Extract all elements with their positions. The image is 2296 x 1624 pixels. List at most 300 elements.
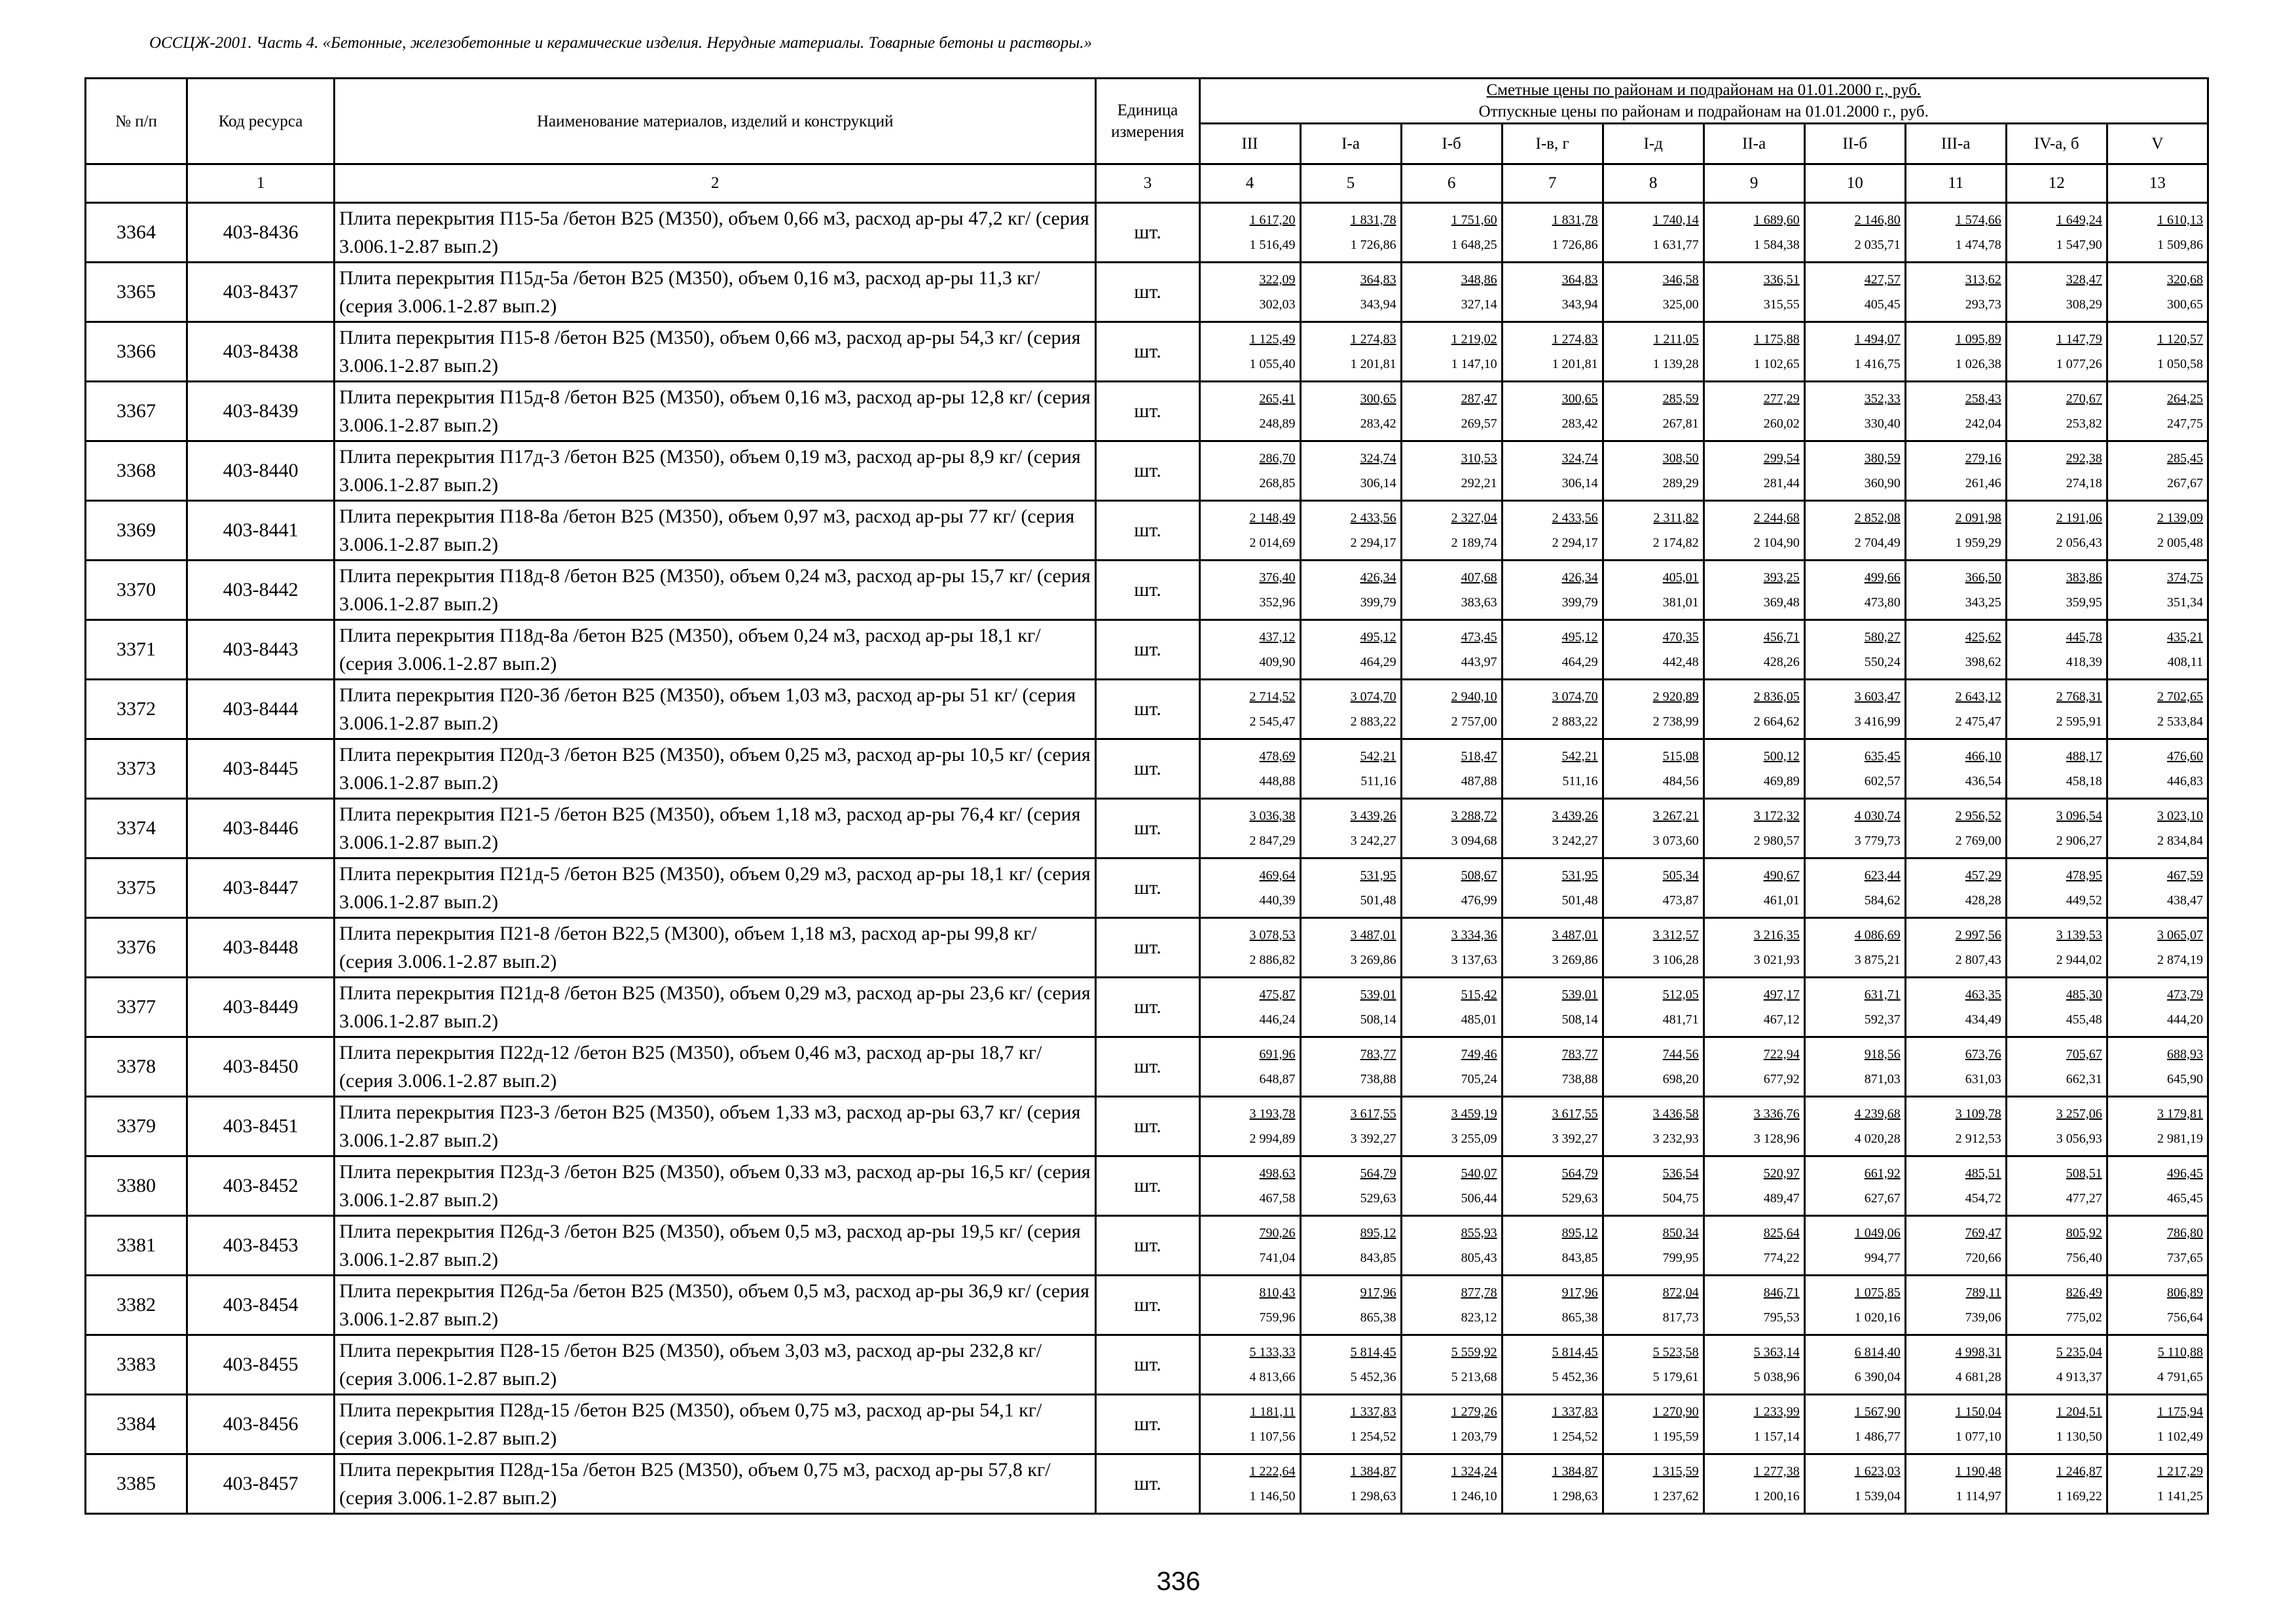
estimate-price: 542,21 bbox=[1561, 749, 1598, 764]
unit: шт. bbox=[1096, 739, 1199, 799]
item-name: Плита перекрытия П26д-5а /бетон В25 (М350), объем 0,5 м3, расход ар-ры 36,9 кг/ (серия 3.006.1-2.87 вып.2) bbox=[335, 1276, 1096, 1335]
release-price: 398,62 bbox=[1965, 655, 2001, 669]
resource-code: 403-8454 bbox=[187, 1276, 335, 1335]
release-price: 454,72 bbox=[1965, 1191, 2001, 1206]
region-header: II-а bbox=[1704, 124, 1804, 164]
price-cell bbox=[2006, 1454, 2107, 1514]
estimate-price: 467,59 bbox=[2167, 868, 2203, 883]
release-price: 360,90 bbox=[1864, 476, 1901, 490]
release-price: 418,39 bbox=[2066, 655, 2102, 669]
price-cell bbox=[1804, 382, 1905, 441]
estimate-price: 425,62 bbox=[1965, 630, 2001, 644]
estimate-price: 3 617,55 bbox=[1350, 1107, 1396, 1121]
price-cell bbox=[2006, 799, 2107, 858]
release-price: 1 157,14 bbox=[1753, 1430, 1800, 1444]
row-number: 3374 bbox=[86, 799, 187, 858]
estimate-price: 769,47 bbox=[1965, 1226, 2001, 1240]
release-price: 267,67 bbox=[2167, 476, 2203, 490]
release-price: 2 035,71 bbox=[1854, 238, 1901, 252]
price-cell bbox=[1704, 561, 1804, 620]
price-cell bbox=[2006, 918, 2107, 978]
release-price: 1 959,29 bbox=[1955, 536, 2001, 550]
price-cell bbox=[1300, 978, 1401, 1037]
price-cell bbox=[2006, 1335, 2107, 1395]
estimate-price: 3 267,21 bbox=[1652, 809, 1699, 823]
release-price: 267,81 bbox=[1662, 416, 1699, 431]
release-price: 434,49 bbox=[1965, 1012, 2001, 1027]
estimate-price: 806,89 bbox=[2167, 1285, 2203, 1300]
estimate-price: 2 148,49 bbox=[1249, 511, 1296, 525]
estimate-price: 4 239,68 bbox=[1854, 1107, 1901, 1121]
price-cell bbox=[1502, 1156, 1603, 1216]
estimate-price: 623,44 bbox=[1864, 868, 1901, 883]
release-price: 1 077,10 bbox=[1955, 1430, 2001, 1444]
release-price: 3 128,96 bbox=[1753, 1132, 1800, 1146]
price-cell bbox=[1905, 382, 2006, 441]
unit: шт. bbox=[1096, 1395, 1199, 1454]
release-price: 446,24 bbox=[1259, 1012, 1296, 1027]
release-price: 1 237,62 bbox=[1652, 1489, 1699, 1504]
price-cell bbox=[1502, 978, 1603, 1037]
release-price: 1 547,90 bbox=[2056, 238, 2102, 252]
estimate-price: 3 139,53 bbox=[2056, 928, 2102, 942]
estimate-price: 564,79 bbox=[1360, 1166, 1396, 1181]
release-price: 3 875,21 bbox=[1854, 953, 1901, 967]
estimate-price: 364,83 bbox=[1561, 272, 1598, 287]
release-price: 269,57 bbox=[1461, 416, 1497, 431]
table-row bbox=[86, 739, 2208, 799]
column-number: 8 bbox=[1603, 164, 1704, 203]
estimate-price: 5 814,45 bbox=[1552, 1345, 1598, 1359]
price-cell bbox=[1199, 382, 1300, 441]
price-cell bbox=[2006, 1276, 2107, 1335]
price-cell bbox=[1704, 799, 1804, 858]
estimate-price: 2 244,68 bbox=[1753, 511, 1800, 525]
price-cell bbox=[1704, 1395, 1804, 1454]
estimate-price: 705,67 bbox=[2066, 1047, 2102, 1061]
price-cell bbox=[1905, 1276, 2006, 1335]
estimate-price: 3 036,38 bbox=[1249, 809, 1296, 823]
estimate-price: 258,43 bbox=[1965, 392, 2001, 406]
release-price: 817,73 bbox=[1662, 1310, 1699, 1325]
price-cell bbox=[1905, 1037, 2006, 1097]
estimate-price: 1 831,78 bbox=[1350, 213, 1396, 227]
estimate-price: 5 133,33 bbox=[1249, 1345, 1296, 1359]
unit: шт. bbox=[1096, 680, 1199, 739]
estimate-price: 3 172,32 bbox=[1753, 809, 1800, 823]
estimate-price: 783,77 bbox=[1360, 1047, 1396, 1061]
row-number: 3372 bbox=[86, 680, 187, 739]
estimate-price: 383,86 bbox=[2066, 570, 2102, 585]
price-cell bbox=[1603, 441, 1704, 501]
estimate-price: 4 086,69 bbox=[1854, 928, 1901, 942]
price-cell bbox=[1502, 382, 1603, 441]
release-price: 508,14 bbox=[1561, 1012, 1598, 1027]
release-price: 5 452,36 bbox=[1552, 1370, 1598, 1384]
release-price: 1 102,49 bbox=[2157, 1430, 2203, 1444]
estimate-price: 380,59 bbox=[1864, 451, 1901, 466]
release-price: 2 807,43 bbox=[1955, 953, 2001, 967]
price-cell bbox=[1905, 1454, 2006, 1514]
estimate-price: 473,79 bbox=[2167, 987, 2203, 1002]
estimate-price: 1 217,29 bbox=[2157, 1464, 2203, 1479]
price-cell bbox=[2107, 1156, 2208, 1216]
estimate-price: 531,95 bbox=[1561, 868, 1598, 883]
price-cell bbox=[1905, 978, 2006, 1037]
price-cell bbox=[2107, 978, 2208, 1037]
price-cell bbox=[2107, 322, 2208, 382]
release-price: 302,03 bbox=[1259, 297, 1296, 312]
estimate-price: 470,35 bbox=[1662, 630, 1699, 644]
estimate-price: 846,71 bbox=[1763, 1285, 1800, 1300]
price-cell bbox=[1401, 680, 1502, 739]
release-price: 343,94 bbox=[1360, 297, 1396, 312]
estimate-price: 918,56 bbox=[1864, 1047, 1901, 1061]
price-cell bbox=[1401, 1395, 1502, 1454]
release-price: 253,82 bbox=[2066, 416, 2102, 431]
price-cell bbox=[2107, 441, 2208, 501]
price-cell bbox=[2107, 1276, 2208, 1335]
release-price: 2 981,19 bbox=[2157, 1132, 2203, 1146]
release-price: 4 791,65 bbox=[2157, 1370, 2203, 1384]
release-price: 3 056,93 bbox=[2056, 1132, 2102, 1146]
price-cell bbox=[1603, 561, 1704, 620]
table-row bbox=[86, 322, 2208, 382]
estimate-price: 3 179,81 bbox=[2157, 1107, 2203, 1121]
release-price: 865,38 bbox=[1360, 1310, 1396, 1325]
price-cell bbox=[2107, 203, 2208, 263]
estimate-price: 313,62 bbox=[1965, 272, 2001, 287]
estimate-price: 299,54 bbox=[1763, 451, 1800, 466]
region-header: I-д bbox=[1603, 124, 1704, 164]
estimate-price: 2 433,56 bbox=[1552, 511, 1598, 525]
estimate-price: 476,60 bbox=[2167, 749, 2203, 764]
release-price: 2 189,74 bbox=[1451, 536, 1497, 550]
estimate-price: 673,76 bbox=[1965, 1047, 2001, 1061]
release-price: 2 886,82 bbox=[1249, 953, 1296, 967]
price-cell bbox=[1804, 620, 1905, 680]
price-cell bbox=[1401, 203, 1502, 263]
estimate-price: 469,64 bbox=[1259, 868, 1296, 883]
estimate-price: 300,65 bbox=[1561, 392, 1598, 406]
estimate-price: 2 311,82 bbox=[1653, 511, 1699, 525]
release-price: 3 416,99 bbox=[1854, 714, 1901, 729]
release-price: 2 533,84 bbox=[2157, 714, 2203, 729]
price-cell bbox=[1804, 680, 1905, 739]
price-cell bbox=[1199, 322, 1300, 382]
estimate-price: 580,27 bbox=[1864, 630, 1901, 644]
price-cell bbox=[2006, 680, 2107, 739]
row-number: 3368 bbox=[86, 441, 187, 501]
price-cell bbox=[1704, 382, 1804, 441]
column-number: 6 bbox=[1401, 164, 1502, 203]
estimate-price: 1 494,07 bbox=[1854, 332, 1901, 346]
release-price: 5 038,96 bbox=[1753, 1370, 1800, 1384]
release-price: 281,44 bbox=[1763, 476, 1800, 490]
price-cell bbox=[1502, 858, 1603, 918]
unit: шт. bbox=[1096, 620, 1199, 680]
page-header-title: ОССЦЖ-2001. Часть 4. «Бетонные, железобетонные и керамические изделия. Нерудные материалы. Товарные бетоны и растворы.» bbox=[149, 34, 1092, 52]
resource-code: 403-8445 bbox=[187, 739, 335, 799]
price-cell bbox=[2006, 1216, 2107, 1276]
resource-code: 403-8442 bbox=[187, 561, 335, 620]
column-number: 13 bbox=[2107, 164, 2208, 203]
row-number: 3378 bbox=[86, 1037, 187, 1097]
table-row bbox=[86, 1395, 2208, 1454]
price-cell bbox=[1300, 620, 1401, 680]
estimate-price: 292,38 bbox=[2066, 451, 2102, 466]
release-price: 1 416,75 bbox=[1854, 357, 1901, 371]
release-price: 351,34 bbox=[2167, 595, 2203, 610]
unit: шт. bbox=[1096, 1276, 1199, 1335]
estimate-price: 1 831,78 bbox=[1552, 213, 1598, 227]
release-price: 465,45 bbox=[2167, 1191, 2203, 1206]
release-price: 2 294,17 bbox=[1552, 536, 1598, 550]
estimate-price: 497,17 bbox=[1763, 987, 1800, 1002]
price-cell bbox=[1199, 858, 1300, 918]
release-price: 1 509,86 bbox=[2157, 238, 2203, 252]
item-name: Плита перекрытия П21-8 /бетон В22,5 (М300), объем 1,18 м3, расход ар-ры 99,8 кг/ (серия 3.006.1-2.87 вып.2) bbox=[335, 918, 1096, 978]
estimate-price: 2 852,08 bbox=[1854, 511, 1901, 525]
release-price: 292,21 bbox=[1461, 476, 1497, 490]
release-price: 283,42 bbox=[1360, 416, 1396, 431]
price-cell bbox=[1401, 441, 1502, 501]
estimate-price: 463,35 bbox=[1965, 987, 2001, 1002]
header-name: Наименование материалов, изделий и конструкций bbox=[335, 79, 1096, 164]
estimate-price: 1 233,99 bbox=[1753, 1405, 1800, 1419]
release-price: 274,18 bbox=[2066, 476, 2102, 490]
estimate-price: 3 074,70 bbox=[1350, 690, 1396, 704]
column-number: 3 bbox=[1096, 164, 1199, 203]
release-price: 865,38 bbox=[1561, 1310, 1598, 1325]
estimate-price: 5 235,04 bbox=[2056, 1345, 2102, 1359]
release-price: 1 298,63 bbox=[1350, 1489, 1396, 1504]
price-cell bbox=[1300, 799, 1401, 858]
resource-code: 403-8443 bbox=[187, 620, 335, 680]
release-price: 449,52 bbox=[2066, 893, 2102, 908]
row-number: 3379 bbox=[86, 1097, 187, 1156]
estimate-price: 4 030,74 bbox=[1854, 809, 1901, 823]
release-price: 248,89 bbox=[1259, 416, 1296, 431]
unit: шт. bbox=[1096, 561, 1199, 620]
estimate-price: 540,07 bbox=[1461, 1166, 1497, 1181]
price-cell bbox=[1199, 739, 1300, 799]
release-price: 843,85 bbox=[1360, 1251, 1396, 1265]
price-cell bbox=[1704, 739, 1804, 799]
unit: шт. bbox=[1096, 1156, 1199, 1216]
estimate-price: 270,67 bbox=[2066, 392, 2102, 406]
table-row bbox=[86, 1097, 2208, 1156]
row-number: 3375 bbox=[86, 858, 187, 918]
price-cell bbox=[2107, 799, 2208, 858]
table-row bbox=[86, 203, 2208, 263]
price-cell bbox=[1199, 1216, 1300, 1276]
price-cell bbox=[1199, 1454, 1300, 1514]
release-price: 343,94 bbox=[1561, 297, 1598, 312]
release-price: 994,77 bbox=[1864, 1251, 1901, 1265]
price-cell bbox=[1704, 858, 1804, 918]
price-cell bbox=[1502, 441, 1603, 501]
price-cell bbox=[2107, 1037, 2208, 1097]
price-cell bbox=[2006, 322, 2107, 382]
estimate-price: 445,78 bbox=[2066, 630, 2102, 644]
release-price: 2 005,48 bbox=[2157, 536, 2203, 550]
release-price: 3 392,27 bbox=[1350, 1132, 1396, 1146]
estimate-price: 691,96 bbox=[1259, 1047, 1296, 1061]
estimate-price: 1 049,06 bbox=[1854, 1226, 1901, 1240]
estimate-price: 473,45 bbox=[1461, 630, 1497, 644]
price-cell bbox=[1804, 978, 1905, 1037]
estimate-price: 1 617,20 bbox=[1249, 213, 1296, 227]
release-price: 261,46 bbox=[1965, 476, 2001, 490]
estimate-price: 2 768,31 bbox=[2056, 690, 2102, 704]
release-price: 409,90 bbox=[1259, 655, 1296, 669]
release-price: 3 137,63 bbox=[1451, 953, 1497, 967]
table-row bbox=[86, 382, 2208, 441]
estimate-price: 917,96 bbox=[1561, 1285, 1598, 1300]
item-name: Плита перекрытия П21д-5 /бетон В25 (М350), объем 0,29 м3, расход ар-ры 18,1 кг/ (серия 3.006.1-2.87 вып.2) bbox=[335, 858, 1096, 918]
resource-code: 403-8456 bbox=[187, 1395, 335, 1454]
unit: шт. bbox=[1096, 203, 1199, 263]
estimate-price: 515,42 bbox=[1461, 987, 1497, 1002]
estimate-price: 496,45 bbox=[2167, 1166, 2203, 1181]
price-cell bbox=[1603, 1395, 1704, 1454]
price-cell bbox=[1905, 561, 2006, 620]
release-price: 352,96 bbox=[1259, 595, 1296, 610]
release-price: 247,75 bbox=[2167, 416, 2203, 431]
price-cell bbox=[2107, 918, 2208, 978]
price-cell bbox=[1905, 620, 2006, 680]
release-price: 677,92 bbox=[1763, 1072, 1800, 1086]
column-number: 12 bbox=[2006, 164, 2107, 203]
release-price: 242,04 bbox=[1965, 416, 2001, 431]
header-prices-release: Отпускные цены по районам и подрайонам на 01.01.2000 г., руб. bbox=[1478, 103, 1929, 120]
estimate-price: 3 459,19 bbox=[1451, 1107, 1497, 1121]
release-price: 756,40 bbox=[2066, 1251, 2102, 1265]
release-price: 5 452,36 bbox=[1350, 1370, 1396, 1384]
release-price: 3 242,27 bbox=[1350, 834, 1396, 848]
estimate-price: 850,34 bbox=[1662, 1226, 1699, 1240]
release-price: 6 390,04 bbox=[1854, 1370, 1901, 1384]
estimate-price: 917,96 bbox=[1360, 1285, 1396, 1300]
estimate-price: 1 277,38 bbox=[1753, 1464, 1800, 1479]
release-price: 399,79 bbox=[1561, 595, 1598, 610]
release-price: 325,00 bbox=[1662, 297, 1699, 312]
estimate-price: 3 312,57 bbox=[1652, 928, 1699, 942]
estimate-price: 1 567,90 bbox=[1854, 1405, 1901, 1419]
price-cell bbox=[1704, 1156, 1804, 1216]
price-cell bbox=[1401, 1454, 1502, 1514]
estimate-price: 287,47 bbox=[1461, 392, 1497, 406]
release-price: 489,47 bbox=[1763, 1191, 1800, 1206]
release-price: 446,83 bbox=[2167, 774, 2203, 788]
price-cell bbox=[2107, 858, 2208, 918]
release-price: 476,99 bbox=[1461, 893, 1497, 908]
estimate-price: 3 439,26 bbox=[1552, 809, 1598, 823]
price-cell bbox=[1603, 1216, 1704, 1276]
price-cell bbox=[1905, 858, 2006, 918]
release-price: 306,14 bbox=[1561, 476, 1598, 490]
item-name: Плита перекрытия П20-3б /бетон В25 (М350), объем 1,03 м3, расход ар-ры 51 кг/ (серия 3.006.1-2.87 вып.2) bbox=[335, 680, 1096, 739]
price-cell bbox=[1300, 1335, 1401, 1395]
estimate-price: 2 433,56 bbox=[1350, 511, 1396, 525]
estimate-price: 485,30 bbox=[2066, 987, 2102, 1002]
estimate-price: 3 023,10 bbox=[2157, 809, 2203, 823]
release-price: 455,48 bbox=[2066, 1012, 2102, 1027]
estimate-price: 437,12 bbox=[1259, 630, 1296, 644]
release-price: 2 056,43 bbox=[2056, 536, 2102, 550]
price-cell bbox=[1502, 1097, 1603, 1156]
release-price: 1 726,86 bbox=[1350, 238, 1396, 252]
price-cell bbox=[1401, 1335, 1502, 1395]
release-price: 1 077,26 bbox=[2056, 357, 2102, 371]
price-cell bbox=[1199, 263, 1300, 322]
resource-code: 403-8444 bbox=[187, 680, 335, 739]
release-price: 759,96 bbox=[1259, 1310, 1296, 1325]
estimate-price: 542,21 bbox=[1360, 749, 1396, 764]
estimate-price: 518,47 bbox=[1461, 749, 1497, 764]
release-price: 602,57 bbox=[1864, 774, 1901, 788]
release-price: 4 020,28 bbox=[1854, 1132, 1901, 1146]
resource-code: 403-8448 bbox=[187, 918, 335, 978]
estimate-price: 478,95 bbox=[2066, 868, 2102, 883]
estimate-price: 488,17 bbox=[2066, 749, 2102, 764]
price-cell bbox=[1704, 203, 1804, 263]
estimate-price: 1 337,83 bbox=[1350, 1405, 1396, 1419]
price-cell bbox=[2107, 1097, 2208, 1156]
column-number: 10 bbox=[1804, 164, 1905, 203]
release-price: 1 298,63 bbox=[1552, 1489, 1598, 1504]
release-price: 627,67 bbox=[1864, 1191, 1901, 1206]
price-cell bbox=[2107, 1454, 2208, 1514]
price-cell bbox=[1401, 918, 1502, 978]
estimate-price: 1 190,48 bbox=[1955, 1464, 2001, 1479]
release-price: 1 169,22 bbox=[2056, 1489, 2102, 1504]
release-price: 4 813,66 bbox=[1249, 1370, 1296, 1384]
table-row bbox=[86, 561, 2208, 620]
resource-code: 403-8438 bbox=[187, 322, 335, 382]
estimate-price: 3 096,54 bbox=[2056, 809, 2102, 823]
table-row bbox=[86, 1454, 2208, 1514]
price-cell bbox=[1704, 1037, 1804, 1097]
release-price: 473,80 bbox=[1864, 595, 1901, 610]
estimate-price: 790,26 bbox=[1259, 1226, 1296, 1240]
release-price: 2 906,27 bbox=[2056, 834, 2102, 848]
estimate-price: 6 814,40 bbox=[1854, 1345, 1901, 1359]
price-cell bbox=[1704, 1097, 1804, 1156]
price-cell bbox=[2006, 620, 2107, 680]
estimate-price: 512,05 bbox=[1662, 987, 1699, 1002]
price-cell bbox=[1704, 620, 1804, 680]
resource-code: 403-8455 bbox=[187, 1335, 335, 1395]
release-price: 2 704,49 bbox=[1854, 536, 1901, 550]
row-number: 3369 bbox=[86, 501, 187, 561]
row-number: 3383 bbox=[86, 1335, 187, 1395]
unit: шт. bbox=[1096, 382, 1199, 441]
estimate-price: 2 836,05 bbox=[1753, 690, 1800, 704]
release-price: 3 255,09 bbox=[1451, 1132, 1497, 1146]
price-cell bbox=[1300, 1216, 1401, 1276]
price-cell bbox=[1300, 501, 1401, 561]
price-cell bbox=[1804, 263, 1905, 322]
price-cell bbox=[1199, 978, 1300, 1037]
estimate-price: 1 274,83 bbox=[1552, 332, 1598, 346]
estimate-price: 1 623,03 bbox=[1854, 1464, 1901, 1479]
resource-code: 403-8457 bbox=[187, 1454, 335, 1514]
estimate-price: 1 175,88 bbox=[1753, 332, 1800, 346]
region-header: I-в, г bbox=[1502, 124, 1603, 164]
estimate-price: 4 998,31 bbox=[1955, 1345, 2001, 1359]
